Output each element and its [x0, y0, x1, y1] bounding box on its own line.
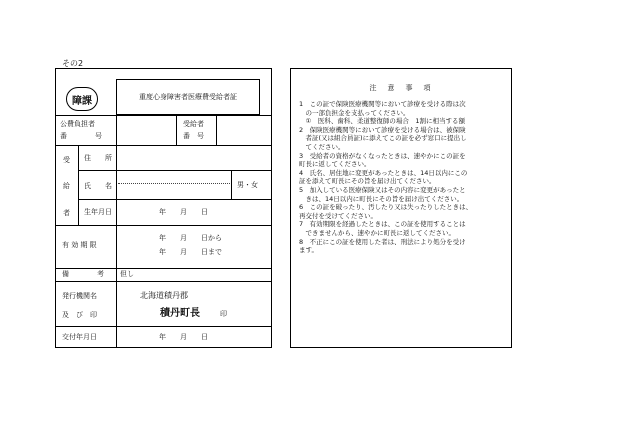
notes-list [299, 100, 509, 255]
note-line: ます。 [299, 246, 318, 255]
note-line: ① 医科、歯科、柔道整復師の場合 1割に相当する額 [299, 117, 465, 126]
validity-from: 年 月 日から [159, 234, 222, 242]
issue-date-label: 交付年月日 [62, 333, 97, 341]
rule [216, 115, 217, 145]
note-line: 5 加入している医療保険又はその内容に変更があったと [299, 185, 466, 194]
rule [78, 199, 271, 200]
rule [116, 145, 117, 268]
gender-field: 男・女 [237, 181, 258, 189]
recipient-number-label-2: 番 号 [183, 132, 204, 140]
notes-title: 注 意 事 項 [369, 84, 433, 92]
payer-number-label-2: 番 号 [60, 132, 102, 140]
issuer-mayor: 積丹町長 [160, 308, 200, 319]
validity-to: 年 月 日まで [159, 248, 222, 256]
dob-value: 年 月 日 [159, 208, 208, 216]
address-label: 住 所 [84, 154, 112, 162]
note-line: 証を添えて町長にその旨を届け出てください。 [299, 177, 436, 186]
seal-label: 及 び 印 [62, 311, 97, 319]
rule [56, 225, 271, 226]
note-line: きは、14日以内に町長にその旨を届け出てください。 [299, 194, 464, 203]
note-line: 6 この証を破ったり、汚したり又は失ったりしたときは、 [299, 203, 473, 212]
note-line: 再交付を受けてください。 [299, 211, 377, 220]
note-line: てください。 [299, 142, 345, 151]
rule [116, 281, 117, 348]
remarks-label: 備 考 [62, 270, 104, 278]
recipient-side-label-1: 受 [63, 156, 70, 164]
department-stamp: 障課 [66, 87, 98, 111]
rule [78, 170, 271, 171]
note-line: 3 受給者の資格がなくなったときは、速やかにこの証を [299, 151, 466, 160]
rule [116, 268, 117, 281]
rule [56, 145, 271, 146]
dob-label: 生年月日 [84, 208, 112, 216]
rule [116, 115, 117, 145]
rule [176, 115, 177, 145]
recipient-side-label-2: 給 [63, 182, 70, 190]
note-line: 7 有効期限を経過したときは、この証を使用することは [299, 220, 466, 229]
issuer-label: 発行機関名 [62, 292, 97, 300]
seal-mark: 印 [220, 310, 227, 318]
issuer-prefecture: 北海道積丹郡 [140, 291, 188, 300]
validity-label: 有 効 期 限 [62, 241, 97, 249]
recipient-number-label: 受給者 [183, 120, 204, 128]
recipient-certificate-card [55, 68, 272, 348]
note-line: 1 この証で保険医療機関等において診療を受ける際は次 [299, 100, 466, 108]
rule [56, 281, 271, 282]
rule [78, 145, 79, 225]
name-kana-dotted-line [118, 183, 230, 184]
note-line: 8 不正にこの証を使用した者は、刑法により処分を受け [299, 237, 466, 246]
sheet-label: その2 [62, 59, 84, 68]
note-line: 者証(又は組合員証)に添えてこの証を必ず窓口に提出し [299, 134, 467, 143]
recipient-side-label-3: 者 [63, 209, 70, 217]
rule [56, 115, 271, 116]
note-line: の一部負担金を支払ってください。 [299, 108, 410, 117]
name-label: 氏 名 [84, 182, 112, 190]
notes-card [290, 68, 512, 348]
payer-number-label: 公費負担者 [60, 120, 95, 128]
note-line: できませんから、速やかに町長に返してください。 [299, 228, 455, 237]
rule [231, 170, 232, 199]
note-line: 町長に返してください。 [299, 160, 371, 169]
note-line: 2 保険医療機関等において診療を受ける場合は、被保険 [299, 125, 466, 134]
remarks-value: 但し [120, 270, 134, 278]
rule [56, 326, 271, 327]
issue-date-value: 年 月 日 [159, 333, 208, 341]
rule [56, 268, 271, 269]
note-line: 4 氏名、居住地に変更があったときは、14日以内にこの [299, 168, 468, 177]
certificate-title: 重度心身障害者医療費受給者証 [116, 79, 260, 115]
